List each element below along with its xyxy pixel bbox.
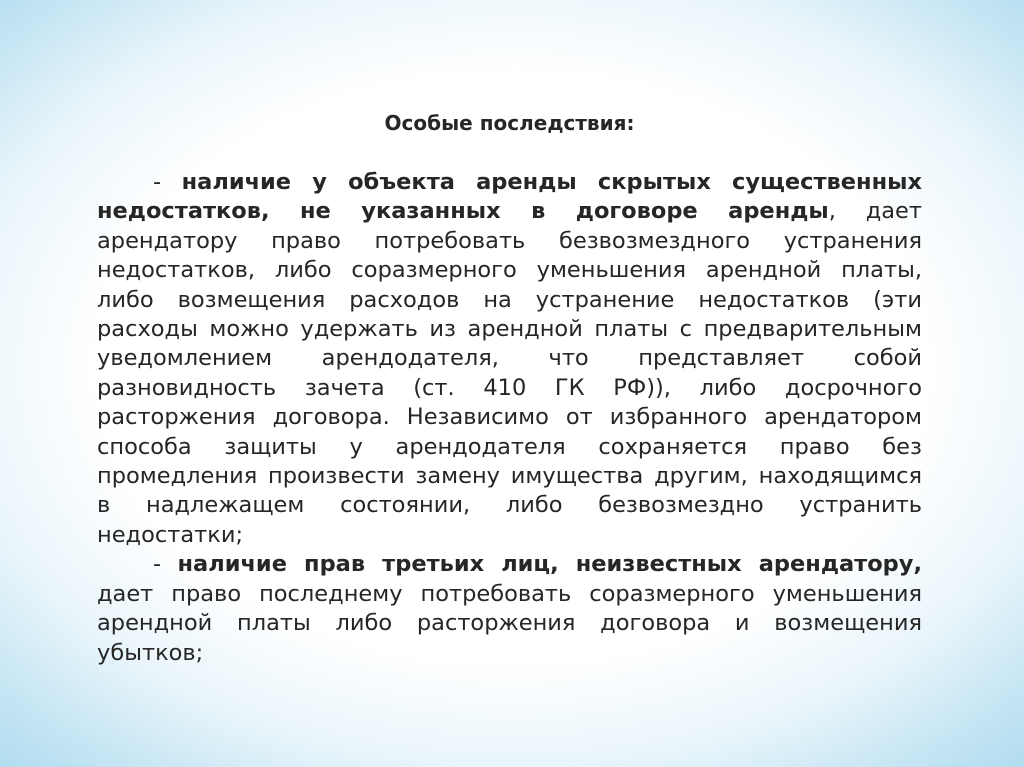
bold-term: наличие у объекта аренды скрытых существенных недостатков, не указанных в договоре аренды [97, 169, 922, 225]
paragraph-text: , дает арендатору право потребовать безвозмездного устранения недостатков, либо соразмерного уменьшения арендной платы, либо возмещения расходов на устранение недостатков (эти расходы можно удержать из арендной платы с предварительным уведомлением арендодателя, что представляет собой разновидность зачета (ст. 410 ГК РФ)), либо досрочного расторжения договора. Независимо от избранного арендатором способа защиты у арендодателя сохраняется право без промедления произвести замену имущества другим, находящимся в надлежащем состоянии, либо безвозмездно устранить недостатки; [97, 198, 922, 548]
consequence-paragraph-1 [97, 168, 922, 550]
list-dash: - [153, 169, 182, 195]
consequence-paragraph-2 [97, 550, 922, 668]
bold-term: наличие прав третьих лиц, неизвестных арендатору, [177, 551, 922, 578]
slide-title: Особые последствия: [384, 111, 635, 135]
spacer [97, 142, 922, 168]
paragraph-text: дает право последнему потребовать соразмерного уменьшения арендной платы либо расторжения договора и возмещения убытков; [97, 580, 922, 666]
list-dash: - [153, 551, 178, 578]
slide-content [97, 104, 922, 668]
